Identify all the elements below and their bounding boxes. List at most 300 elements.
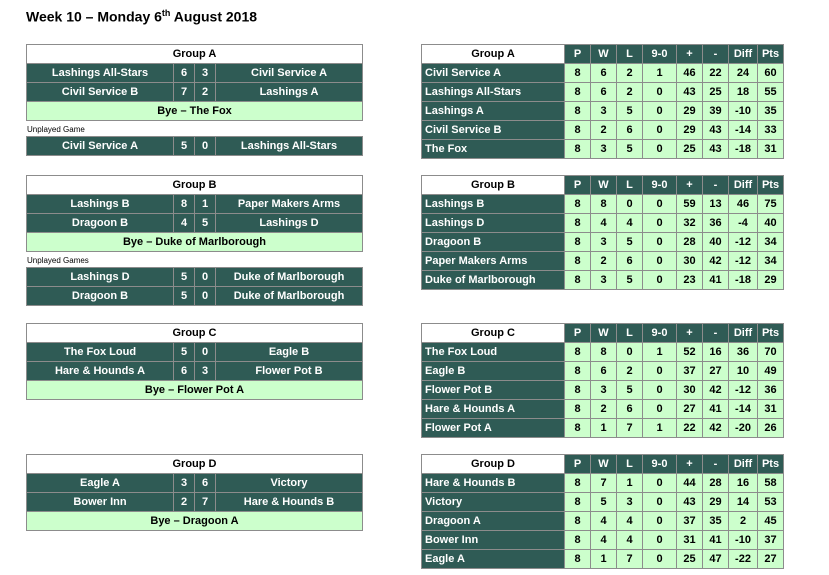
stat-value: 34 — [758, 233, 784, 252]
stat-value: 0 — [643, 381, 677, 400]
away-score: 2 — [195, 83, 216, 102]
home-score: 5 — [174, 268, 195, 287]
stat-value: 0 — [617, 343, 643, 362]
stat-value: 3 — [591, 140, 617, 159]
stat-value: 70 — [758, 343, 784, 362]
standings-row — [422, 195, 784, 214]
stat-value: 43 — [677, 493, 703, 512]
stat-value: 29 — [677, 121, 703, 140]
away-score: 7 — [195, 493, 216, 512]
standings-row — [422, 381, 784, 400]
match-row — [27, 343, 363, 362]
title-suffix: August 2018 — [170, 8, 258, 25]
stat-value: 24 — [729, 64, 758, 83]
unplayed-label: Unplayed Games — [27, 256, 89, 265]
stat-value: 42 — [703, 252, 729, 271]
fixtures-table — [26, 323, 363, 400]
stat-value: 41 — [703, 271, 729, 290]
home-score: 8 — [174, 195, 195, 214]
standings-column-header: + — [677, 45, 703, 64]
stat-value: 31 — [758, 400, 784, 419]
team-name: Civil Service B — [422, 121, 565, 140]
stat-value: 33 — [758, 121, 784, 140]
stat-value: 36 — [729, 343, 758, 362]
stat-value: 4 — [617, 214, 643, 233]
stat-value: 5 — [617, 271, 643, 290]
stat-value: 4 — [617, 512, 643, 531]
stat-value: 40 — [758, 214, 784, 233]
stat-value: 8 — [565, 102, 591, 121]
standings-column-header: 9-0 — [643, 324, 677, 343]
standings-column-header: P — [565, 45, 591, 64]
home-team: Bower Inn — [27, 493, 174, 512]
away-team: Duke of Marlborough — [216, 287, 363, 306]
stat-value: -10 — [729, 531, 758, 550]
stat-value: 0 — [643, 195, 677, 214]
team-name: Victory — [422, 493, 565, 512]
title-sup: th — [161, 8, 171, 18]
standings-row — [422, 214, 784, 233]
stat-value: 31 — [677, 531, 703, 550]
stat-value: 0 — [643, 474, 677, 493]
stat-value: 5 — [617, 102, 643, 121]
standings-column-header: L — [617, 324, 643, 343]
standings-group-title: Group D — [422, 455, 565, 474]
bye-row — [27, 102, 363, 121]
stat-value: 46 — [677, 64, 703, 83]
stat-value: 3 — [591, 233, 617, 252]
standings-table — [421, 323, 784, 438]
standings-group-title: Group C — [422, 324, 565, 343]
unplayed-row — [27, 268, 363, 287]
away-team: Lashings All-Stars — [216, 137, 363, 156]
stat-value: 2 — [617, 83, 643, 102]
standings-table — [421, 454, 784, 569]
stat-value: -4 — [729, 214, 758, 233]
stat-value: 42 — [703, 419, 729, 438]
bye-row — [27, 512, 363, 531]
away-team: Civil Service A — [216, 64, 363, 83]
stat-value: 2 — [729, 512, 758, 531]
stat-value: 5 — [617, 140, 643, 159]
stat-value: 2 — [591, 121, 617, 140]
fixtures-group-title: Group C — [27, 324, 363, 343]
standings-row — [422, 343, 784, 362]
home-score: 6 — [174, 362, 195, 381]
standings-header-row — [422, 45, 784, 64]
stat-value: 4 — [591, 512, 617, 531]
home-team: Dragoon B — [27, 214, 174, 233]
stat-value: -10 — [729, 102, 758, 121]
stat-value: 49 — [758, 362, 784, 381]
stat-value: 59 — [677, 195, 703, 214]
stat-value: 8 — [565, 121, 591, 140]
stat-value: -18 — [729, 271, 758, 290]
stat-value: 60 — [758, 64, 784, 83]
stat-value: 0 — [643, 512, 677, 531]
stat-value: 45 — [758, 512, 784, 531]
away-score: 3 — [195, 64, 216, 83]
stat-value: 35 — [758, 102, 784, 121]
stat-value: 6 — [591, 83, 617, 102]
title-prefix: Week 10 – Monday 6 — [26, 8, 162, 25]
home-score: 5 — [174, 343, 195, 362]
away-team: Duke of Marlborough — [216, 268, 363, 287]
stat-value: 25 — [677, 140, 703, 159]
standings-row — [422, 400, 784, 419]
stat-value: 8 — [591, 343, 617, 362]
stat-value: 35 — [703, 512, 729, 531]
stat-value: 43 — [703, 121, 729, 140]
stat-value: 34 — [758, 252, 784, 271]
stat-value: 31 — [758, 140, 784, 159]
standings-column-header: 9-0 — [643, 455, 677, 474]
team-name: Flower Pot A — [422, 419, 565, 438]
stat-value: 27 — [677, 400, 703, 419]
standings-column-header: Pts — [758, 455, 784, 474]
fixtures-group-title: Group D — [27, 455, 363, 474]
team-name: The Fox Loud — [422, 343, 565, 362]
stat-value: 10 — [729, 362, 758, 381]
away-score: 5 — [195, 214, 216, 233]
away-team: Hare & Hounds B — [216, 493, 363, 512]
standings-column-header: Pts — [758, 324, 784, 343]
stat-value: 0 — [643, 271, 677, 290]
stat-value: 2 — [591, 252, 617, 271]
stat-value: 37 — [758, 531, 784, 550]
stat-value: 1 — [643, 419, 677, 438]
fixtures-group-title: Group A — [27, 45, 363, 64]
stat-value: 28 — [677, 233, 703, 252]
stat-value: 8 — [565, 531, 591, 550]
team-name: Lashings All-Stars — [422, 83, 565, 102]
standings-column-header: L — [617, 455, 643, 474]
standings-column-header: + — [677, 176, 703, 195]
home-score: 7 — [174, 83, 195, 102]
stat-value: 36 — [758, 381, 784, 400]
team-name: Lashings B — [422, 195, 565, 214]
standings-header-row — [422, 176, 784, 195]
stat-value: 6 — [617, 121, 643, 140]
stat-value: 1 — [617, 474, 643, 493]
stat-value: 25 — [703, 83, 729, 102]
page-title — [26, 8, 257, 25]
team-name: Civil Service A — [422, 64, 565, 83]
away-score: 3 — [195, 362, 216, 381]
stat-value: 1 — [591, 419, 617, 438]
standings-group-title: Group B — [422, 176, 565, 195]
stat-value: 5 — [591, 493, 617, 512]
stat-value: 43 — [703, 140, 729, 159]
bye-label: Bye – Flower Pot A — [27, 381, 363, 400]
stat-value: 3 — [591, 271, 617, 290]
standings-column-header: - — [703, 324, 729, 343]
stat-value: 8 — [565, 362, 591, 381]
stat-value: 29 — [703, 493, 729, 512]
stat-value: 4 — [591, 531, 617, 550]
bye-row — [27, 381, 363, 400]
stat-value: 8 — [565, 381, 591, 400]
away-team: Flower Pot B — [216, 362, 363, 381]
stat-value: 29 — [758, 271, 784, 290]
bye-label: Bye – The Fox — [27, 102, 363, 121]
stat-value: 0 — [643, 400, 677, 419]
match-row — [27, 493, 363, 512]
home-team: Civil Service B — [27, 83, 174, 102]
stat-value: 40 — [703, 233, 729, 252]
away-score: 0 — [195, 268, 216, 287]
standings-column-header: W — [591, 324, 617, 343]
stat-value: 4 — [617, 531, 643, 550]
standings-row — [422, 512, 784, 531]
stat-value: 0 — [643, 102, 677, 121]
stat-value: 14 — [729, 493, 758, 512]
bye-label: Bye – Dragoon A — [27, 512, 363, 531]
stat-value: 25 — [677, 550, 703, 569]
bye-row — [27, 233, 363, 252]
stat-value: 8 — [565, 550, 591, 569]
standings-row — [422, 64, 784, 83]
stat-value: -18 — [729, 140, 758, 159]
stat-value: 6 — [591, 64, 617, 83]
stat-value: 8 — [591, 195, 617, 214]
home-team: The Fox Loud — [27, 343, 174, 362]
match-row — [27, 474, 363, 493]
stat-value: -14 — [729, 400, 758, 419]
standings-header-row — [422, 324, 784, 343]
stat-value: 3 — [591, 102, 617, 121]
stat-value: 42 — [703, 381, 729, 400]
stat-value: 7 — [617, 550, 643, 569]
standings-column-header: W — [591, 176, 617, 195]
fixtures-table — [26, 454, 363, 531]
stat-value: 18 — [729, 83, 758, 102]
home-team: Hare & Hounds A — [27, 362, 174, 381]
standings-column-header: - — [703, 176, 729, 195]
stat-value: 0 — [643, 83, 677, 102]
stat-value: 0 — [643, 531, 677, 550]
standings-column-header: Diff — [729, 176, 758, 195]
stat-value: 43 — [677, 83, 703, 102]
bye-label: Bye – Duke of Marlborough — [27, 233, 363, 252]
stat-value: 46 — [729, 195, 758, 214]
unplayed-table — [26, 267, 363, 306]
home-team: Lashings B — [27, 195, 174, 214]
away-team: Lashings A — [216, 83, 363, 102]
stat-value: 8 — [565, 400, 591, 419]
stat-value: 29 — [677, 102, 703, 121]
standings-column-header: Diff — [729, 455, 758, 474]
standings-row — [422, 550, 784, 569]
stat-value: 1 — [643, 64, 677, 83]
standings-row — [422, 252, 784, 271]
home-score: 2 — [174, 493, 195, 512]
stat-value: 3 — [591, 381, 617, 400]
unplayed-row — [27, 287, 363, 306]
stat-value: 0 — [643, 252, 677, 271]
stat-value: 8 — [565, 140, 591, 159]
stat-value: 6 — [617, 400, 643, 419]
stat-value: 8 — [565, 474, 591, 493]
match-row — [27, 195, 363, 214]
team-name: Duke of Marlborough — [422, 271, 565, 290]
stat-value: 0 — [643, 550, 677, 569]
stat-value: 6 — [617, 252, 643, 271]
team-name: Flower Pot B — [422, 381, 565, 400]
stat-value: 75 — [758, 195, 784, 214]
unplayed-row — [27, 137, 363, 156]
home-score: 4 — [174, 214, 195, 233]
home-score: 5 — [174, 287, 195, 306]
stat-value: -12 — [729, 233, 758, 252]
stat-value: 30 — [677, 252, 703, 271]
stat-value: 58 — [758, 474, 784, 493]
home-team: Lashings All-Stars — [27, 64, 174, 83]
team-name: Eagle B — [422, 362, 565, 381]
standings-row — [422, 474, 784, 493]
team-name: Eagle A — [422, 550, 565, 569]
standings-column-header: L — [617, 45, 643, 64]
unplayed-label: Unplayed Game — [27, 125, 85, 134]
stat-value: 7 — [617, 419, 643, 438]
stat-value: 8 — [565, 83, 591, 102]
team-name: Hare & Hounds A — [422, 400, 565, 419]
standings-row — [422, 233, 784, 252]
stat-value: 30 — [677, 381, 703, 400]
standings-header-row — [422, 455, 784, 474]
stat-value: 44 — [677, 474, 703, 493]
away-team: Lashings D — [216, 214, 363, 233]
stat-value: 8 — [565, 512, 591, 531]
match-row — [27, 362, 363, 381]
stat-value: 1 — [591, 550, 617, 569]
stat-value: 16 — [729, 474, 758, 493]
standings-column-header: P — [565, 324, 591, 343]
stat-value: 3 — [617, 493, 643, 512]
standings-row — [422, 83, 784, 102]
stat-value: 39 — [703, 102, 729, 121]
standings-row — [422, 271, 784, 290]
fixtures-table — [26, 44, 363, 121]
stat-value: 13 — [703, 195, 729, 214]
stat-value: 27 — [758, 550, 784, 569]
fixtures-header-row — [27, 324, 363, 343]
stat-value: 23 — [677, 271, 703, 290]
team-name: Hare & Hounds B — [422, 474, 565, 493]
stat-value: -12 — [729, 252, 758, 271]
stat-value: 0 — [643, 493, 677, 512]
team-name: Lashings D — [422, 214, 565, 233]
match-row — [27, 64, 363, 83]
stat-value: 8 — [565, 343, 591, 362]
stat-value: -20 — [729, 419, 758, 438]
team-name: Dragoon A — [422, 512, 565, 531]
stat-value: 8 — [565, 419, 591, 438]
away-score: 0 — [195, 343, 216, 362]
stat-value: 0 — [643, 233, 677, 252]
standings-row — [422, 531, 784, 550]
stat-value: 22 — [703, 64, 729, 83]
standings-column-header: - — [703, 45, 729, 64]
team-name: Bower Inn — [422, 531, 565, 550]
standings-table — [421, 44, 784, 159]
away-score: 6 — [195, 474, 216, 493]
stat-value: 2 — [591, 400, 617, 419]
team-name: Dragoon B — [422, 233, 565, 252]
stat-value: 0 — [643, 121, 677, 140]
away-team: Paper Makers Arms — [216, 195, 363, 214]
stat-value: 27 — [703, 362, 729, 381]
stat-value: 32 — [677, 214, 703, 233]
stat-value: 55 — [758, 83, 784, 102]
stat-value: 8 — [565, 493, 591, 512]
stat-value: 47 — [703, 550, 729, 569]
team-name: Lashings A — [422, 102, 565, 121]
standings-column-header: 9-0 — [643, 176, 677, 195]
away-score: 1 — [195, 195, 216, 214]
stat-value: 8 — [565, 214, 591, 233]
standings-row — [422, 493, 784, 512]
stat-value: 36 — [703, 214, 729, 233]
standings-row — [422, 362, 784, 381]
stat-value: 37 — [677, 362, 703, 381]
stat-value: 5 — [617, 233, 643, 252]
fixtures-group-title: Group B — [27, 176, 363, 195]
stat-value: 8 — [565, 233, 591, 252]
stat-value: -22 — [729, 550, 758, 569]
stat-value: 0 — [643, 214, 677, 233]
fixtures-header-row — [27, 176, 363, 195]
match-row — [27, 83, 363, 102]
home-team: Lashings D — [27, 268, 174, 287]
standings-column-header: Diff — [729, 45, 758, 64]
standings-column-header: + — [677, 324, 703, 343]
standings-column-header: P — [565, 455, 591, 474]
stat-value: 5 — [617, 381, 643, 400]
stat-value: 26 — [758, 419, 784, 438]
home-team: Civil Service A — [27, 137, 174, 156]
stat-value: 8 — [565, 271, 591, 290]
standings-column-header: L — [617, 176, 643, 195]
stat-value: 4 — [591, 214, 617, 233]
stat-value: 41 — [703, 400, 729, 419]
standings-column-header: + — [677, 455, 703, 474]
stat-value: 8 — [565, 252, 591, 271]
home-team: Eagle A — [27, 474, 174, 493]
stat-value: 41 — [703, 531, 729, 550]
stat-value: 52 — [677, 343, 703, 362]
fixtures-header-row — [27, 45, 363, 64]
standings-row — [422, 121, 784, 140]
stat-value: 6 — [591, 362, 617, 381]
stat-value: 7 — [591, 474, 617, 493]
stat-value: 1 — [643, 343, 677, 362]
team-name: The Fox — [422, 140, 565, 159]
stat-value: 0 — [617, 195, 643, 214]
away-score: 0 — [195, 137, 216, 156]
standings-column-header: W — [591, 45, 617, 64]
stat-value: -12 — [729, 381, 758, 400]
away-team: Victory — [216, 474, 363, 493]
standings-column-header: 9-0 — [643, 45, 677, 64]
stat-value: -14 — [729, 121, 758, 140]
fixtures-header-row — [27, 455, 363, 474]
home-score: 5 — [174, 137, 195, 156]
standings-row — [422, 140, 784, 159]
stat-value: 16 — [703, 343, 729, 362]
standings-column-header: Diff — [729, 324, 758, 343]
away-score: 0 — [195, 287, 216, 306]
